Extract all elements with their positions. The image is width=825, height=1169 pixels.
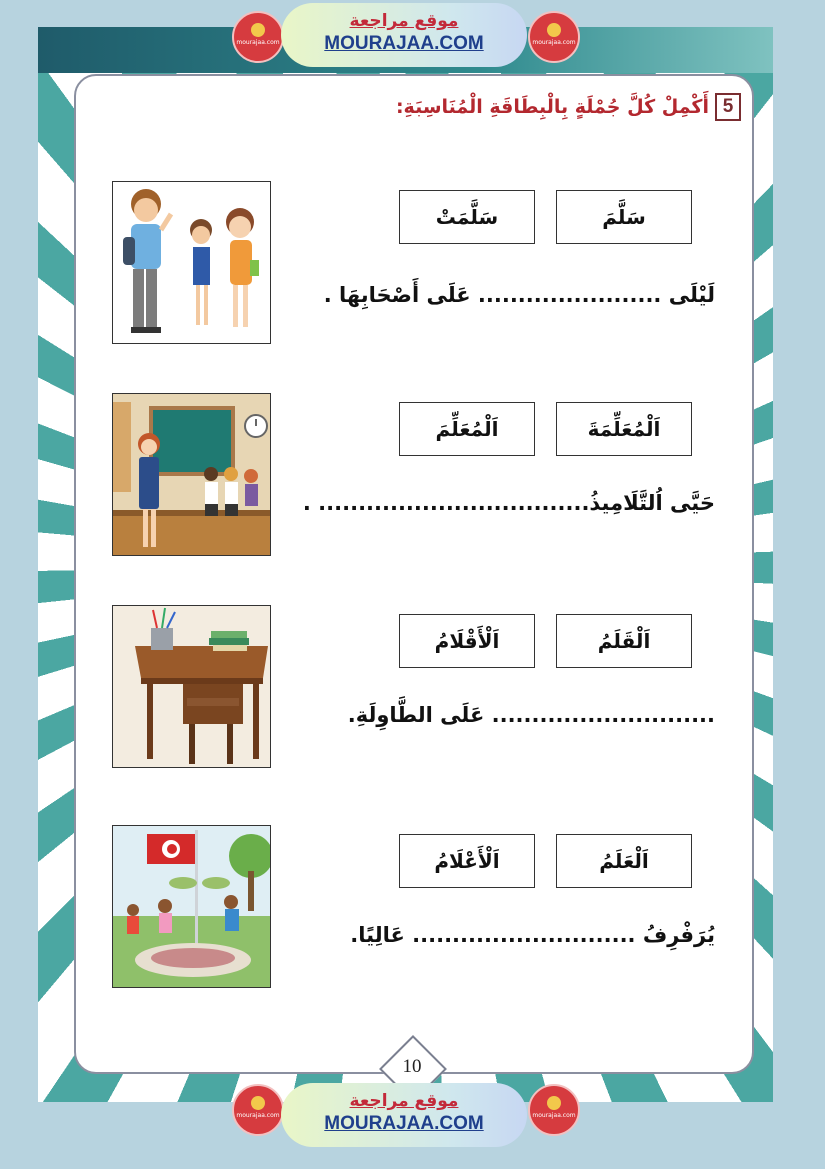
fill-in-sentence: يُرَفْرِفُ ............................ عَالِيًا. [350, 923, 715, 947]
word-card[interactable]: اَلْمُعَلِّمَةَ [556, 402, 692, 456]
picture-schoolyard-flag [112, 825, 271, 988]
word-card[interactable]: سَلَّمَتْ [399, 190, 535, 244]
site-domain: MOURAJAA.COM [324, 33, 484, 54]
logo-text: mourajaa.com [532, 1112, 576, 1119]
exercise-title [396, 92, 741, 122]
site-arabic-name: موقع مراجعة [349, 1091, 459, 1111]
site-domain: MOURAJAA.COM [324, 1113, 484, 1134]
word-card[interactable]: اَلْأَعْلَامُ [399, 834, 535, 888]
word-card[interactable]: اَلْمُعَلِّمَ [399, 402, 535, 456]
word-card[interactable]: سَلَّمَ [556, 190, 692, 244]
picture-desk-with-pens [112, 605, 271, 768]
site-logo-icon [528, 11, 580, 63]
site-footer-link[interactable] [281, 1083, 527, 1147]
site-header-link[interactable] [281, 3, 527, 67]
picture-classroom-teacher [112, 393, 271, 556]
logo-text: mourajaa.com [236, 1112, 280, 1119]
logo-text: mourajaa.com [236, 39, 280, 46]
fill-in-sentence: ............................ عَلَى الطَّاوِلَةِ. [347, 703, 715, 727]
site-logo-icon [232, 11, 284, 63]
exercise-number: 5 [715, 93, 741, 121]
site-arabic-name: موقع مراجعة [349, 11, 459, 31]
site-logo-icon [232, 1084, 284, 1136]
word-card[interactable]: اَلْقَلَمُ [556, 614, 692, 668]
site-logo-icon [528, 1084, 580, 1136]
logo-text: mourajaa.com [532, 39, 576, 46]
fill-in-sentence: حَيَّى اُلتَّلَامِيذُ.................................. . [302, 491, 715, 515]
word-card[interactable]: اَلْعَلَمُ [556, 834, 692, 888]
page-number: 10 [402, 1056, 422, 1077]
exercise-instruction: أَكْمِلْ كُلَّ جُمْلَةٍ بِالْبِطَاقَةِ الْمُنَاسِبَةِ: [395, 96, 709, 118]
word-card[interactable]: اَلْأَقْلَامُ [399, 614, 535, 668]
picture-children-greeting [112, 181, 271, 344]
fill-in-sentence: لَيْلَى ....................... عَلَى أَصْحَابِهَا . [323, 283, 715, 307]
